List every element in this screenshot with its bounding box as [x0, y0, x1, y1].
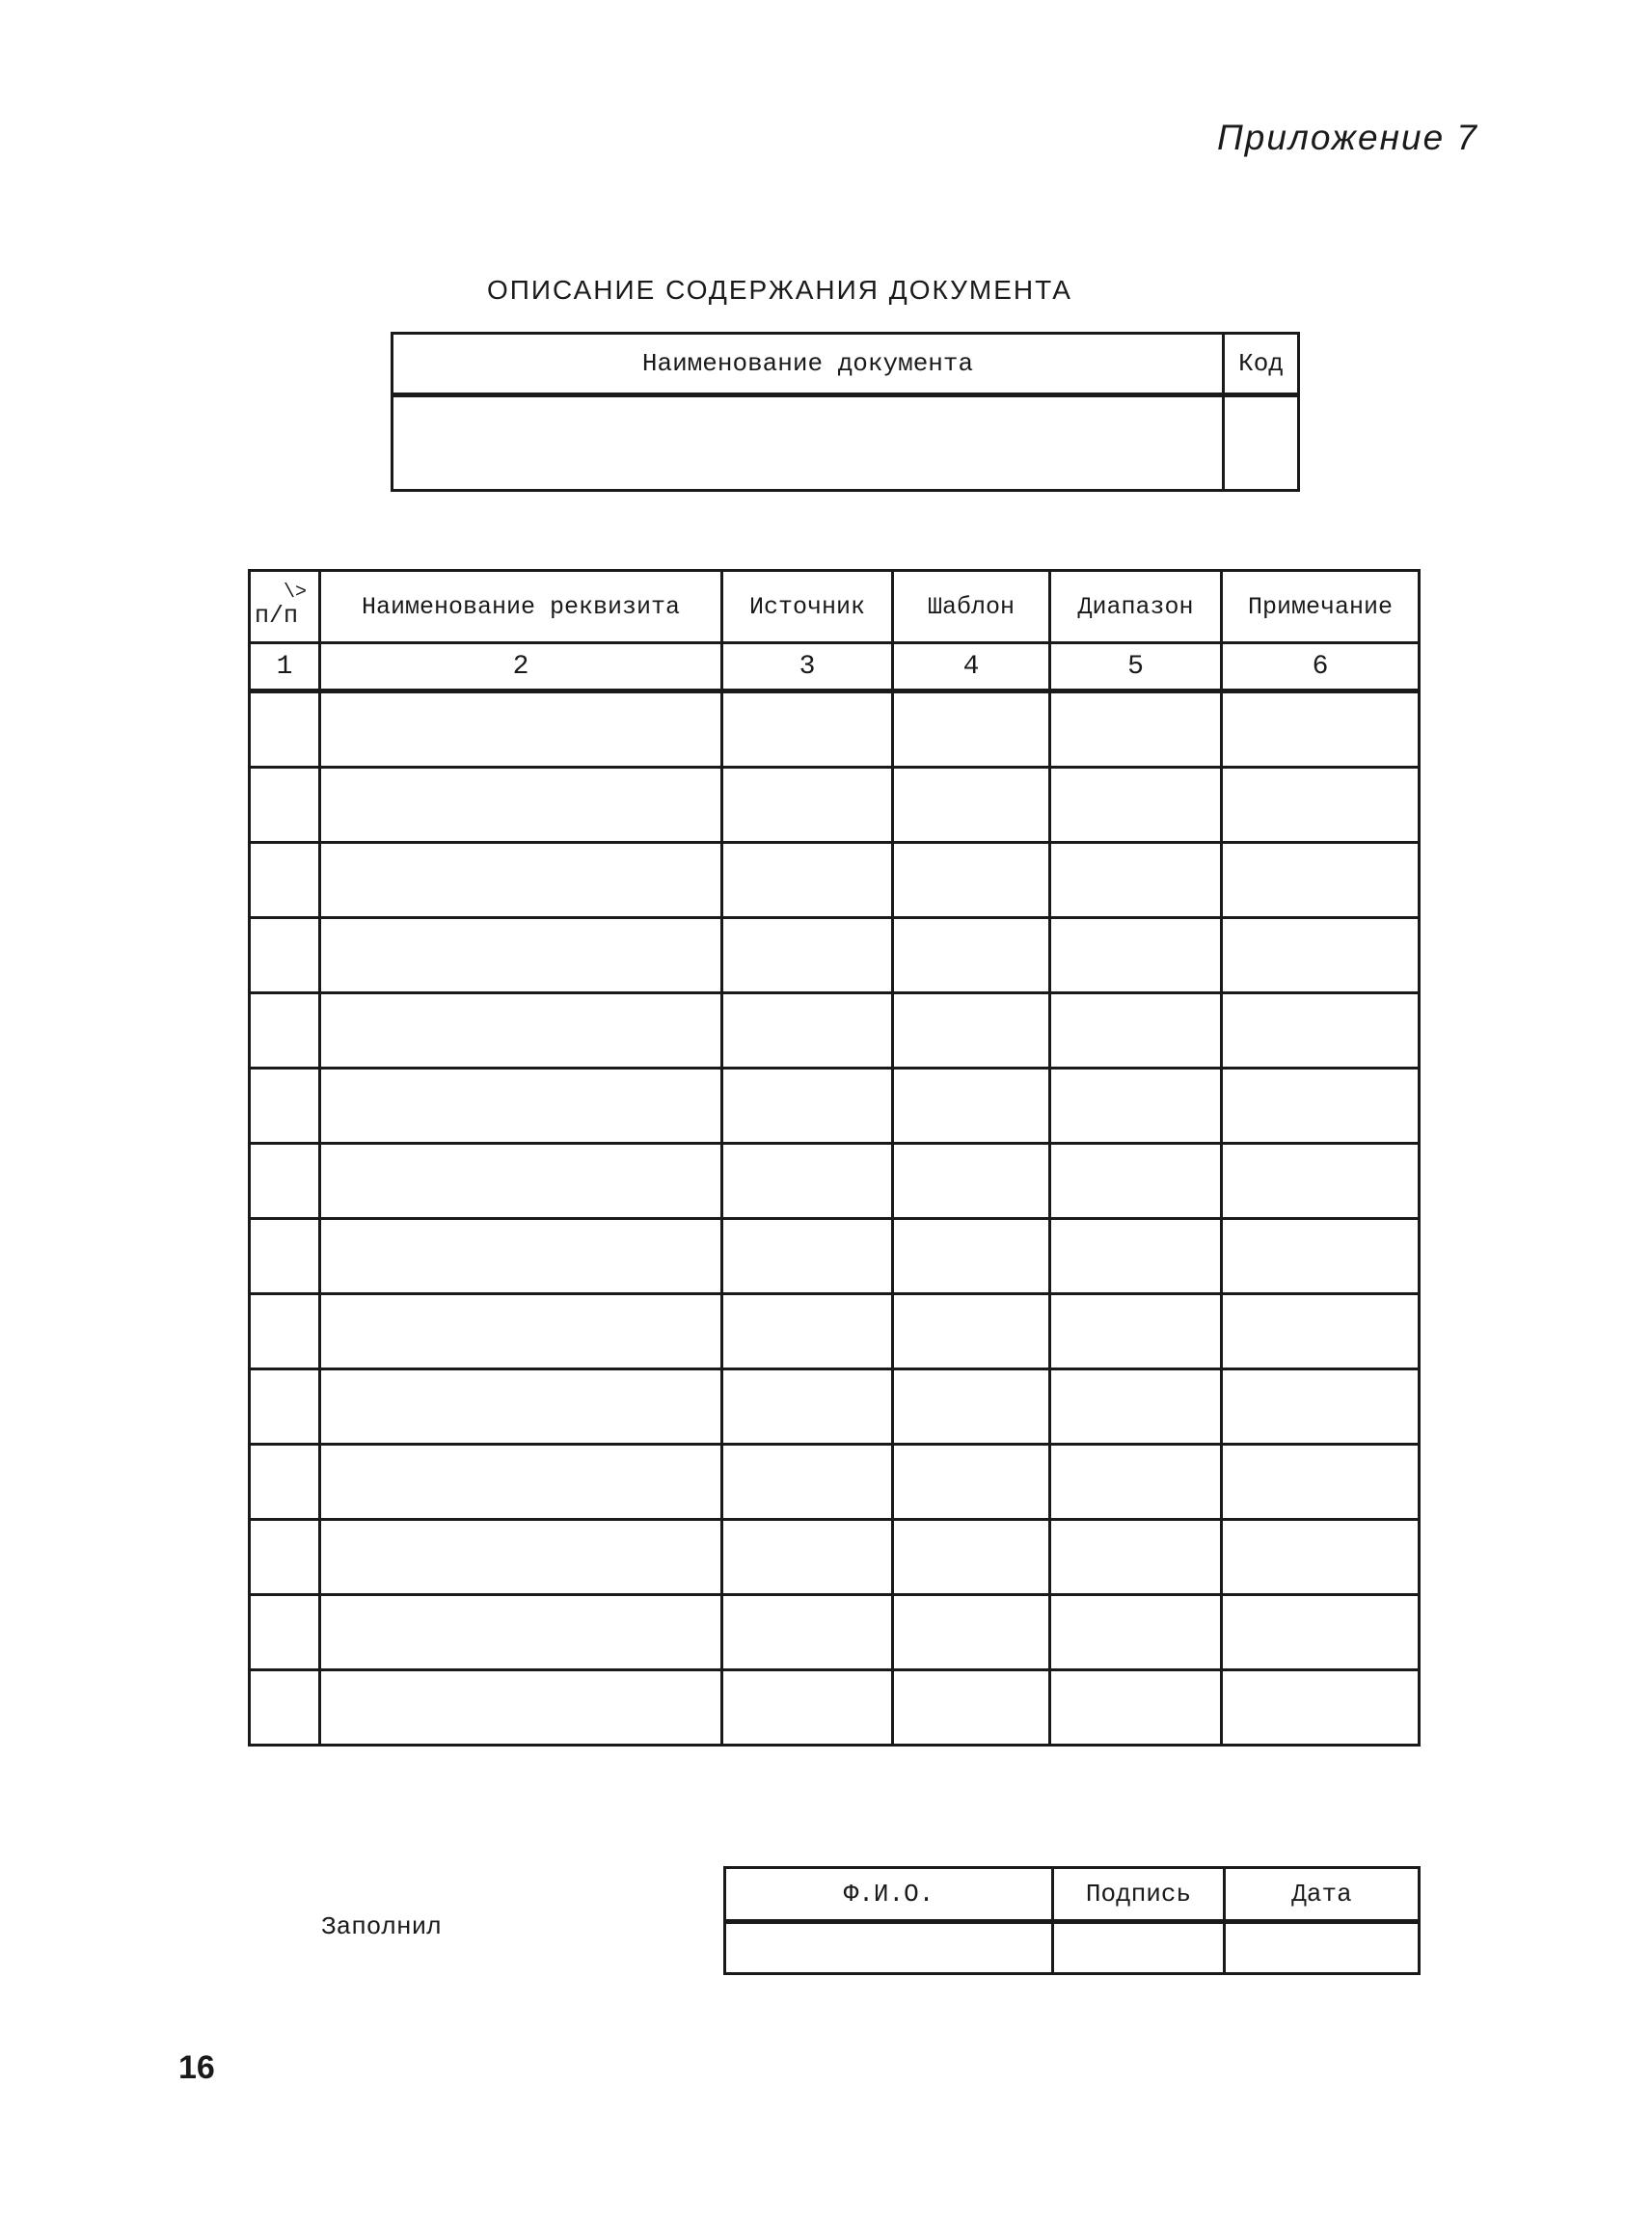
table-row: [250, 1219, 1420, 1294]
table-cell[interactable]: [250, 1219, 320, 1294]
fio-header: Ф.И.О.: [725, 1868, 1053, 1922]
table-row: [250, 1595, 1420, 1670]
table-cell[interactable]: [893, 1670, 1050, 1746]
table-row: [250, 918, 1420, 993]
header-row-number: [250, 571, 320, 643]
table-cell[interactable]: [320, 768, 722, 843]
document-name-header: Наименование документа: [393, 334, 1224, 395]
table-cell[interactable]: [1222, 1670, 1420, 1746]
table-cell[interactable]: [1222, 1069, 1420, 1144]
table-cell[interactable]: [722, 918, 893, 993]
table-cell[interactable]: [250, 1294, 320, 1369]
table-cell[interactable]: [250, 1520, 320, 1595]
table-cell[interactable]: [320, 691, 722, 768]
table-cell[interactable]: [722, 1144, 893, 1219]
table-cell[interactable]: [320, 918, 722, 993]
table-row: [250, 1294, 1420, 1369]
table-cell[interactable]: [893, 1369, 1050, 1445]
table-cell[interactable]: [320, 1294, 722, 1369]
table-cell[interactable]: [1050, 918, 1222, 993]
table-cell[interactable]: [250, 1670, 320, 1746]
appendix-label: Приложение 7: [1217, 118, 1479, 157]
table-cell[interactable]: [722, 1294, 893, 1369]
signature-field[interactable]: [1053, 1922, 1225, 1974]
table-cell[interactable]: [320, 843, 722, 918]
table-cell[interactable]: [320, 1069, 722, 1144]
table-cell[interactable]: [1050, 1144, 1222, 1219]
signature-header: Подпись: [1053, 1868, 1225, 1922]
table-cell[interactable]: [722, 691, 893, 768]
table-row: [250, 1670, 1420, 1746]
table-row: [250, 1069, 1420, 1144]
header-template: Шаблон: [893, 571, 1050, 643]
column-number: 1: [250, 643, 320, 691]
table-cell[interactable]: [1050, 768, 1222, 843]
table-cell[interactable]: [320, 1369, 722, 1445]
table-cell[interactable]: [1222, 918, 1420, 993]
table-cell[interactable]: [320, 993, 722, 1069]
table-cell[interactable]: [893, 691, 1050, 768]
fio-field[interactable]: [725, 1922, 1053, 1974]
table-cell[interactable]: [893, 843, 1050, 918]
attributes-table: [248, 569, 1421, 1747]
filled-by-label: Заполнил: [321, 1912, 442, 1941]
document-header-table: [391, 332, 1300, 492]
table-cell[interactable]: [893, 1445, 1050, 1520]
table-cell[interactable]: [893, 1520, 1050, 1595]
table-cell[interactable]: [320, 1670, 722, 1746]
table-cell[interactable]: [1222, 1144, 1420, 1219]
table-cell[interactable]: [1222, 1219, 1420, 1294]
table-cell[interactable]: [320, 1144, 722, 1219]
table-cell[interactable]: [722, 843, 893, 918]
table-cell[interactable]: [1050, 843, 1222, 918]
table-cell[interactable]: [320, 1219, 722, 1294]
table-cell[interactable]: [893, 918, 1050, 993]
column-number: 5: [1050, 643, 1222, 691]
header-source: Источник: [722, 571, 893, 643]
table-cell[interactable]: [1222, 768, 1420, 843]
table-cell[interactable]: [250, 993, 320, 1069]
table-cell[interactable]: [1222, 993, 1420, 1069]
column-number: 2: [320, 643, 722, 691]
table-cell[interactable]: [320, 1595, 722, 1670]
number-sign: \>: [284, 581, 308, 604]
table-cell[interactable]: [722, 768, 893, 843]
table-cell[interactable]: [250, 1144, 320, 1219]
table-cell[interactable]: [893, 1069, 1050, 1144]
table-cell[interactable]: [250, 918, 320, 993]
table-cell[interactable]: [722, 1595, 893, 1670]
signature-table: [723, 1866, 1421, 1975]
table-cell[interactable]: [1050, 691, 1222, 768]
date-header: Дата: [1225, 1868, 1420, 1922]
table-row: [250, 1520, 1420, 1595]
table-cell[interactable]: [722, 1520, 893, 1595]
table-cell[interactable]: [893, 993, 1050, 1069]
table-cell[interactable]: [1222, 691, 1420, 768]
table-cell[interactable]: [1050, 1445, 1222, 1520]
table-cell[interactable]: [893, 1294, 1050, 1369]
table-row: [250, 1445, 1420, 1520]
table-cell[interactable]: [893, 768, 1050, 843]
table-row: [250, 1144, 1420, 1219]
document-name-field[interactable]: [393, 395, 1224, 491]
table-cell[interactable]: [1050, 1595, 1222, 1670]
column-number: 4: [893, 643, 1050, 691]
table-cell[interactable]: [250, 768, 320, 843]
document-code-field[interactable]: [1224, 395, 1299, 491]
header-note: Примечание: [1222, 571, 1420, 643]
table-cell[interactable]: [1222, 1369, 1420, 1445]
table-cell[interactable]: [250, 1595, 320, 1670]
page-number: 16: [178, 2049, 215, 2086]
column-number: 3: [722, 643, 893, 691]
table-cell[interactable]: [1050, 1294, 1222, 1369]
table-cell[interactable]: [893, 1595, 1050, 1670]
table-cell[interactable]: [250, 1369, 320, 1445]
table-row: [250, 993, 1420, 1069]
table-cell[interactable]: [1050, 1670, 1222, 1746]
table-cell[interactable]: [320, 1445, 722, 1520]
table-cell[interactable]: [320, 1520, 722, 1595]
table-cell[interactable]: [250, 1445, 320, 1520]
column-number: 6: [1222, 643, 1420, 691]
table-cell[interactable]: [1050, 993, 1222, 1069]
document-code-header: Код: [1224, 334, 1299, 395]
table-row: [250, 768, 1420, 843]
table-cell[interactable]: [722, 1670, 893, 1746]
table-row: [250, 843, 1420, 918]
table-cell[interactable]: [250, 691, 320, 768]
table-cell[interactable]: [722, 993, 893, 1069]
table-cell[interactable]: [722, 1219, 893, 1294]
date-field[interactable]: [1225, 1922, 1420, 1974]
table-row: [250, 1369, 1420, 1445]
header-range: Диапазон: [1050, 571, 1222, 643]
table-cell[interactable]: [1222, 1294, 1420, 1369]
page-title: ОПИСАНИЕ СОДЕРЖАНИЯ ДОКУМЕНТА: [487, 275, 1072, 305]
header-attribute-name: Наименование реквизита: [320, 571, 722, 643]
table-cell[interactable]: [1222, 1595, 1420, 1670]
table-cell[interactable]: [722, 1369, 893, 1445]
table-cell[interactable]: [893, 1144, 1050, 1219]
table-cell[interactable]: [1222, 843, 1420, 918]
table-cell[interactable]: [893, 1219, 1050, 1294]
table-cell[interactable]: [1222, 1445, 1420, 1520]
table-cell[interactable]: [1050, 1520, 1222, 1595]
table-cell[interactable]: [722, 1445, 893, 1520]
table-cell[interactable]: [250, 843, 320, 918]
table-cell[interactable]: [250, 1069, 320, 1144]
table-cell[interactable]: [1222, 1520, 1420, 1595]
table-cell[interactable]: [722, 1069, 893, 1144]
row-number-label: п/п: [255, 601, 299, 630]
table-cell[interactable]: [1050, 1069, 1222, 1144]
table-cell[interactable]: [1050, 1219, 1222, 1294]
table-row: [250, 691, 1420, 768]
table-cell[interactable]: [1050, 1369, 1222, 1445]
